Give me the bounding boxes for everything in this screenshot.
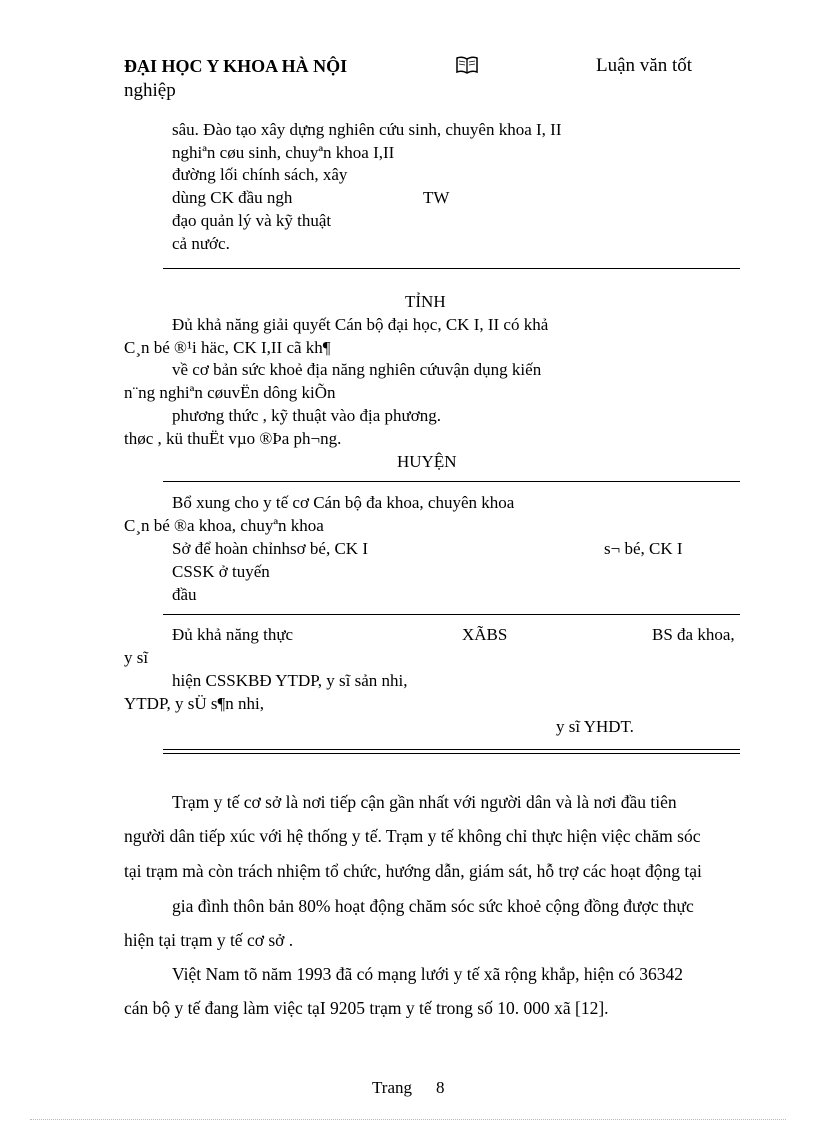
province-line-3: về cơ bản sức khoẻ địa năng nghiên cứuvận dụng kiến bbox=[172, 360, 542, 379]
page-number: 8 bbox=[436, 1078, 445, 1097]
divider-district bbox=[163, 614, 740, 615]
district-line-5: đầu bbox=[172, 585, 197, 604]
footer-rule bbox=[30, 1119, 786, 1120]
level-province: TỈNH bbox=[405, 292, 446, 311]
divider-bottom-double bbox=[163, 749, 740, 754]
commune-line-1-right: BS đa khoa, bbox=[652, 625, 735, 644]
thesis-label-cont: nghiệp bbox=[124, 80, 176, 101]
province-line-4: n¨ng nghiªn cøuvËn dông kiÕn bbox=[124, 383, 336, 402]
level-district: HUYỆN bbox=[397, 452, 457, 471]
commune-line-1: Đủ khả năng thực bbox=[172, 625, 294, 644]
province-line-2: C¸n bé ®¹i häc, CK I,II cã kh¶ bbox=[124, 338, 331, 357]
thesis-label: Luận văn tốt bbox=[596, 55, 693, 76]
central-line-2: nghiªn cøu sinh, chuyªn khoa I,II bbox=[172, 143, 395, 162]
central-line-6: cả nước. bbox=[172, 234, 230, 253]
province-line-5: phương thức , kỹ thuật vào địa phương. bbox=[172, 406, 441, 425]
commune-line-2: y sĩ bbox=[124, 648, 149, 667]
central-line-3: đường lối chính sách, xây bbox=[172, 165, 348, 184]
commune-line-5: y sĩ YHDT. bbox=[556, 717, 634, 736]
level-commune: XÃBS bbox=[462, 625, 508, 644]
central-line-4: dùng CK đầu ngh bbox=[172, 188, 293, 207]
level-tw: TW bbox=[423, 188, 450, 207]
paragraph-1-line-3: tại trạm mà còn trách nhiệm tổ chức, hướng dẫn, giám sát, hỗ trợ các hoạt động tại bbox=[124, 861, 702, 881]
central-line-1: sâu. Đào tạo xây dựng nghiên cứu sinh, chuyên khoa I, II bbox=[172, 120, 562, 139]
paragraph-1-line-2: người dân tiếp xúc với hệ thống y tế. Trạm y tế không chỉ thực hiện việc chăm sóc bbox=[124, 826, 701, 846]
district-line-3-right: s¬ bé, CK I bbox=[604, 539, 683, 558]
district-line-2: C¸n bé ®a khoa, chuyªn khoa bbox=[124, 516, 324, 535]
commune-line-4: YTDP, y sÜ s¶n nhi, bbox=[124, 694, 264, 713]
paragraph-3-line-2: cán bộ y tế đang làm việc tạI 9205 trạm y tế trong số 10. 000 xã [12]. bbox=[124, 998, 609, 1018]
province-line-1: Đủ khả năng giải quyết Cán bộ đại học, CK I, II có khả bbox=[172, 315, 549, 334]
district-line-4: CSSK ở tuyến bbox=[172, 562, 270, 581]
divider-central bbox=[163, 268, 740, 269]
divider-province bbox=[163, 481, 740, 482]
district-line-3: Sở để hoàn chỉnhsơ bé, CK I bbox=[172, 539, 368, 558]
central-line-5: đạo quản lý và kỹ thuật bbox=[172, 211, 332, 230]
page-label: Trang bbox=[372, 1078, 412, 1097]
paragraph-3-line-1: Việt Nam tõ năm 1993 đã có mạng lưới y tế xã rộng khắp, hiện có 36342 bbox=[172, 964, 683, 984]
district-line-1: Bổ xung cho y tế cơ Cán bộ đa khoa, chuyên khoa bbox=[172, 493, 515, 512]
paragraph-2-line-1: gia đình thôn bản 80% hoạt động chăm sóc sức khoẻ cộng đồng được thực bbox=[172, 896, 694, 916]
paragraph-1-line-1: Trạm y tế cơ sở là nơi tiếp cận gần nhất với người dân và là nơi đầu tiên bbox=[172, 792, 677, 812]
commune-line-3: hiện CSSKBĐ YTDP, y sĩ sản nhi, bbox=[172, 671, 408, 690]
university-name: ĐẠI HỌC Y KHOA HÀ NỘI bbox=[124, 56, 348, 76]
paragraph-2-line-2: hiện tại trạm y tế cơ sở . bbox=[124, 930, 294, 950]
book-icon bbox=[455, 55, 479, 75]
province-line-6: thøc , kü thuËt vµo ®Þa ph¬ng. bbox=[124, 429, 342, 448]
